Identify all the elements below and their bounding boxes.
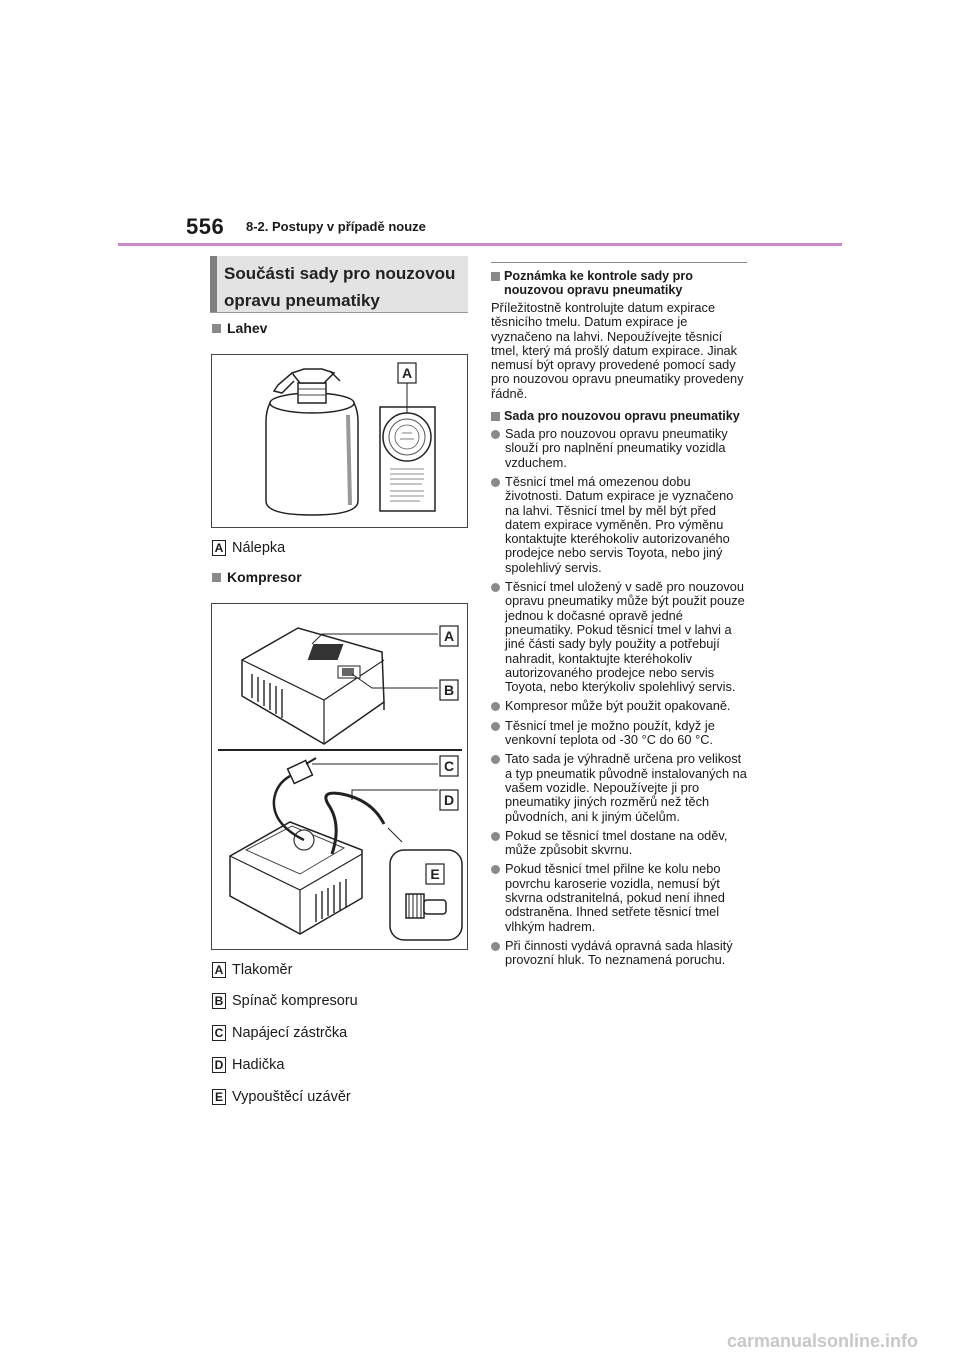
section-title-line2: opravu pneumatiky bbox=[224, 291, 380, 310]
bullet-dot-icon bbox=[491, 478, 500, 487]
square-bullet-icon bbox=[212, 324, 221, 333]
bullet-item bbox=[491, 475, 751, 575]
compressor-heading bbox=[212, 569, 302, 585]
legend-letter-box: D bbox=[212, 1057, 226, 1073]
bullet-text: Těsnicí tmel má omezenou dobu životnosti. Datum expirace je vyznačeno na lahvi. Těsnicí tmel by měl být před datem expirace vyměněn. Pro výměnu kontaktujte kteréhokoliv autorizovaného prodejce nebo servis Toyota, nebo jiný spolehlivý servis. bbox=[505, 473, 734, 575]
bullet-dot-icon bbox=[491, 942, 500, 951]
legend-text: Tlakoměr bbox=[232, 962, 293, 978]
bullet-item bbox=[491, 862, 751, 933]
bullet-item bbox=[491, 939, 751, 968]
legend-letter-box: B bbox=[212, 993, 226, 1009]
legend-letter-box: E bbox=[212, 1089, 226, 1105]
callout-label: A bbox=[443, 628, 455, 644]
bullet-item bbox=[491, 699, 751, 713]
legend-text: Spínač kompresoru bbox=[232, 993, 358, 1009]
compressor-illustration bbox=[212, 604, 467, 949]
legend-letter-box: C bbox=[212, 1025, 226, 1041]
note-heading-text: Poznámka ke kontrole sady pro nouzovou opravu pneumatiky bbox=[504, 269, 693, 297]
note-paragraph: Příležitostně kontrolujte datum expirace těsnicího tmelu. Datum expirace je vyznačeno na lahvi. Nepoužívejte těsnicí tmel, který má prošlý datum expirace. Jinak nemusí být opravy provedené pomocí sady pro nouzovou opravu pneumatiky provedeny řádně. bbox=[491, 300, 744, 401]
bullet-dot-icon bbox=[491, 702, 500, 711]
bullet-text: Sada pro nouzovou opravu pneumatiky slouží pro naplnění pneumatiky vozidla vzduchem. bbox=[505, 426, 728, 470]
square-bullet-icon bbox=[212, 573, 221, 582]
note-heading bbox=[491, 409, 751, 423]
legend-text: Napájecí zástrčka bbox=[232, 1025, 348, 1041]
legend-row bbox=[212, 962, 292, 978]
section-title-line1: Součásti sady pro nouzovou bbox=[224, 264, 456, 283]
bottle-heading bbox=[212, 320, 267, 336]
notes-column bbox=[491, 262, 751, 972]
bullet-text: Těsnicí tmel je možno použít, když je venkovní teplota od -30 °C do 60 °C. bbox=[505, 717, 715, 748]
bullet-dot-icon bbox=[491, 755, 500, 764]
bullet-dot-icon bbox=[491, 583, 500, 592]
bullet-text: Při činnosti vydává opravná sada hlasitý provozní hluk. To neznamená poruchu. bbox=[505, 937, 733, 968]
legend-row bbox=[212, 1089, 351, 1105]
bullet-text: Kompresor může být použit opakovaně. bbox=[505, 698, 731, 714]
bullet-item bbox=[491, 719, 751, 748]
legend-row bbox=[212, 993, 358, 1009]
header-rule bbox=[118, 243, 842, 246]
bullet-text: Pokud těsnicí tmel přilne ke kolu nebo povrchu karoserie vozidla, nemusí být skvrna odstranitelná, pokud není ihned odstraněna. Ihned setřete těsnicí tmel vlhkým hadrem. bbox=[505, 861, 725, 934]
legend-row bbox=[212, 1025, 347, 1041]
page-number: 556 bbox=[186, 214, 225, 239]
legend-letter-box: A bbox=[212, 962, 226, 978]
bullet-item bbox=[491, 752, 751, 823]
bullet-item bbox=[491, 829, 751, 858]
note-rule bbox=[491, 262, 747, 263]
legend-letter-box: A bbox=[212, 540, 226, 556]
square-bullet-icon bbox=[491, 412, 500, 421]
legend-text: Hadička bbox=[232, 1057, 285, 1073]
legend-text: Nálepka bbox=[232, 540, 286, 556]
bullet-text: Tato sada je výhradně určena pro velikost a typ pneumatik původně instalovaných na vašem vozidle. Nepoužívejte ji pro pneumatiky jiných rozměrů než těch původních, ani k jiným účelům. bbox=[505, 751, 747, 824]
bullet-item bbox=[491, 427, 751, 470]
bullet-text: Těsnicí tmel uložený v sadě pro nouzovou opravu pneumatiky může být použit pouze jednou k dočasné opravě jedné pneumatiky. Pokud těsnicí tmel v lahvi a jiné části sady byly použity a potřebují nahradit, kontaktujte kteréhokoliv autorizovaného prodejce nebo servis Toyota, nebo kterýkoliv spolehlivý servis. bbox=[505, 579, 745, 695]
callout-label: A bbox=[401, 365, 413, 381]
note-heading bbox=[491, 269, 751, 297]
bullet-dot-icon bbox=[491, 430, 500, 439]
callout-label: C bbox=[443, 758, 455, 774]
bullet-dot-icon bbox=[491, 722, 500, 731]
bottle-illustration bbox=[212, 355, 467, 527]
legend-row bbox=[212, 540, 285, 556]
section-underline bbox=[210, 312, 468, 313]
watermark: carmanualsonline.info bbox=[726, 1331, 918, 1351]
bullet-dot-icon bbox=[491, 865, 500, 874]
compressor-figure bbox=[211, 603, 468, 950]
legend-row bbox=[212, 1057, 284, 1073]
callout-label: B bbox=[443, 682, 455, 698]
note-heading-text: Sada pro nouzovou opravu pneumatiky bbox=[504, 409, 740, 424]
bullet-text: Pokud se těsnicí tmel dostane na oděv, může způsobit skvrnu. bbox=[505, 827, 728, 858]
square-bullet-icon bbox=[491, 272, 500, 281]
bullet-item bbox=[491, 580, 751, 694]
bullet-dot-icon bbox=[491, 832, 500, 841]
bottle-heading-text: Lahev bbox=[227, 320, 268, 336]
legend-text: Vypouštěcí uzávěr bbox=[232, 1089, 351, 1105]
callout-label: E bbox=[430, 866, 440, 882]
callout-label: D bbox=[443, 792, 455, 808]
section-title-box bbox=[210, 256, 468, 312]
bottle-figure bbox=[211, 354, 468, 528]
compressor-heading-text: Kompresor bbox=[227, 569, 302, 585]
chapter-title: 8-2. Postupy v případě nouze bbox=[246, 219, 426, 234]
